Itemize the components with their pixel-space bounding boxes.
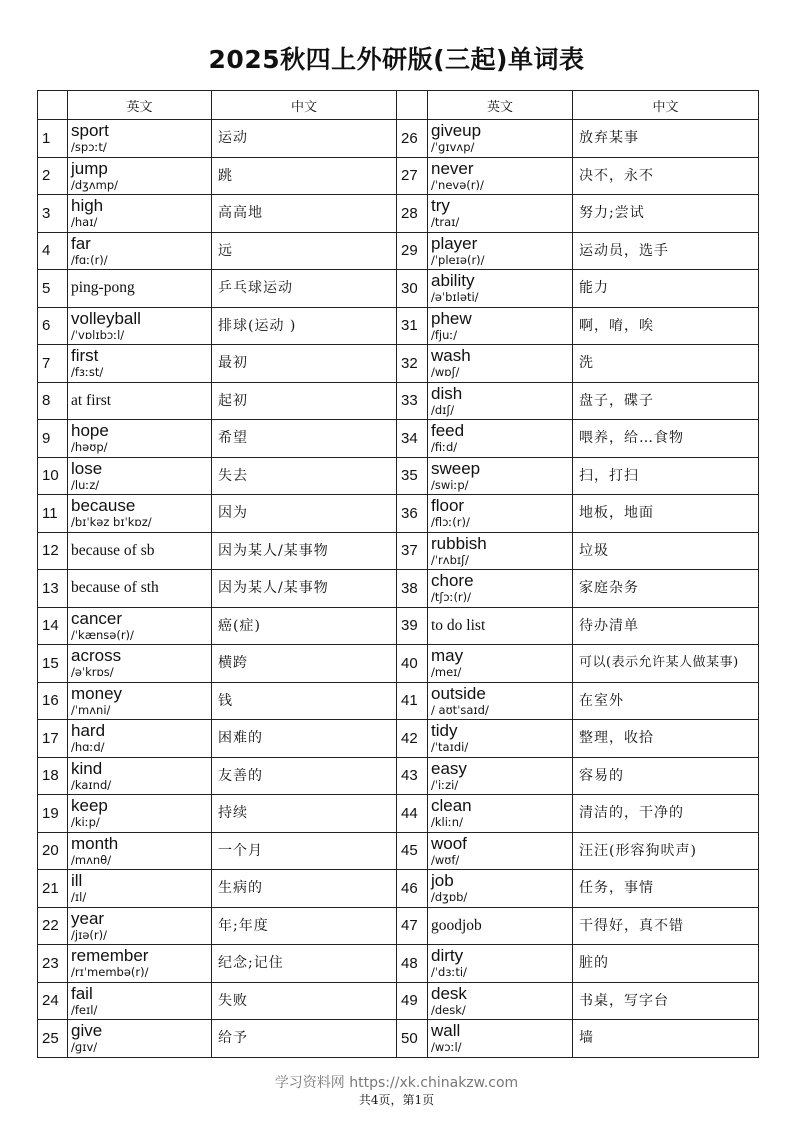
entry-number-right: 45 (397, 832, 428, 870)
entry-word-cell-right (428, 457, 573, 495)
phonetic-transcription: /traɪ/ (431, 215, 460, 230)
entry-number-left: 10 (38, 457, 68, 495)
entry-word-cell-right (428, 682, 573, 720)
entry-word-cell-left (68, 232, 212, 270)
english-word: player (431, 233, 478, 253)
page-number: 共4页，第1页 (358, 1093, 435, 1107)
footer-source: 学习资料网 https://xk.chinakzw.com (274, 1075, 519, 1091)
entry-word-cell-left (68, 270, 212, 308)
english-word: sport (71, 121, 109, 141)
phonetic-transcription: /spɔːt/ (71, 140, 107, 155)
chinese-meaning-left: 友善的 (212, 757, 397, 795)
entry-word-cell-left (68, 682, 212, 720)
english-word: at first (71, 391, 112, 409)
english-word: jump (71, 158, 108, 178)
entry-number-right: 26 (397, 120, 428, 158)
phonetic-transcription: /fjuː/ (431, 327, 458, 342)
phonetic-transcription: /fɜːst/ (71, 365, 104, 380)
phonetic-transcription: /wɔːl/ (431, 1040, 462, 1055)
entry-word-cell-left (68, 345, 212, 383)
entry-word-cell-left (68, 720, 212, 758)
entry-number-right: 49 (397, 982, 428, 1020)
chinese-meaning-right: 运动员，选手 (573, 232, 759, 270)
phonetic-transcription: /ˈpleɪə(r)/ (431, 252, 485, 267)
entry-number-left: 5 (38, 270, 68, 308)
entry-word-cell-right (428, 757, 573, 795)
phonetic-transcription: /dɪʃ/ (431, 402, 455, 417)
english-word: hard (71, 721, 106, 741)
english-word: wash (431, 346, 471, 366)
header-number-left (38, 91, 68, 120)
phonetic-transcription: / aʊtˈsaɪd/ (431, 702, 489, 717)
header-english-right: 英文 (428, 91, 573, 120)
entry-number-right: 42 (397, 720, 428, 758)
table-row (38, 720, 759, 758)
entry-number-right: 46 (397, 870, 428, 908)
entry-number-right: 31 (397, 307, 428, 345)
english-word: chore (431, 571, 474, 591)
phonetic-transcription: /dʒɒb/ (431, 890, 468, 905)
entry-number-right: 39 (397, 607, 428, 645)
table-row (38, 570, 759, 608)
phonetic-transcription: /bɪˈkəz bɪˈkɒz/ (71, 515, 152, 530)
english-word: rubbish (431, 533, 487, 553)
chinese-meaning-right: 在室外 (573, 682, 759, 720)
entry-word-cell-right (428, 270, 573, 308)
chinese-meaning-left: 起初 (212, 382, 397, 420)
english-word: ability (431, 271, 475, 291)
chinese-meaning-right: 可以(表示允许某人做某事) (573, 645, 759, 683)
english-word: give (71, 1021, 103, 1041)
phonetic-transcription: /rɪˈmembə(r)/ (71, 965, 149, 980)
english-word: easy (431, 758, 467, 778)
english-word: because of sth (71, 579, 159, 597)
vocabulary-table (37, 90, 759, 1058)
entry-word-cell-left (68, 495, 212, 533)
entry-word-cell-left (68, 382, 212, 420)
phonetic-transcription: /ˈɡɪvʌp/ (431, 140, 475, 155)
table-row (38, 420, 759, 458)
chinese-meaning-right: 啊，唷，唉 (573, 307, 759, 345)
phonetic-transcription: /luːz/ (71, 477, 100, 492)
entry-number-left: 15 (38, 645, 68, 683)
chinese-meaning-left: 一个月 (212, 832, 397, 870)
phonetic-transcription: /feɪl/ (71, 1002, 98, 1017)
phonetic-transcription: /ˈvɒlɪbɔːl/ (71, 327, 125, 342)
entry-number-right: 41 (397, 682, 428, 720)
entry-number-right: 28 (397, 195, 428, 233)
table-row (38, 832, 759, 870)
table-row (38, 682, 759, 720)
entry-number-left: 3 (38, 195, 68, 233)
english-word: fail (71, 983, 93, 1003)
english-word: hope (71, 421, 109, 441)
chinese-meaning-right: 容易的 (573, 757, 759, 795)
entry-word-cell-right (428, 945, 573, 983)
chinese-meaning-left: 失败 (212, 982, 397, 1020)
english-word: because (71, 496, 136, 516)
entry-word-cell-right (428, 982, 573, 1020)
phonetic-transcription: /ˈrʌbɪʃ/ (431, 552, 469, 567)
table-row (38, 157, 759, 195)
phonetic-transcription: /fɑː(r)/ (71, 252, 108, 267)
entry-word-cell-left (68, 832, 212, 870)
chinese-meaning-right: 盘子，碟子 (573, 382, 759, 420)
entry-word-cell-right (428, 420, 573, 458)
chinese-meaning-right: 放弃某事 (573, 120, 759, 158)
table-row (38, 907, 759, 945)
english-word: across (71, 646, 122, 666)
phonetic-transcription: /fiːd/ (431, 440, 458, 455)
entry-number-right: 40 (397, 645, 428, 683)
table-row (38, 345, 759, 383)
english-word: desk (431, 983, 467, 1003)
phonetic-transcription: /ˈdɜːti/ (431, 965, 467, 980)
entry-number-left: 1 (38, 120, 68, 158)
entry-number-left: 24 (38, 982, 68, 1020)
chinese-meaning-left: 因为 (212, 495, 397, 533)
entry-word-cell-right (428, 720, 573, 758)
english-word: ill (71, 871, 83, 891)
header-number-right (397, 91, 428, 120)
entry-number-left: 6 (38, 307, 68, 345)
chinese-meaning-left: 高高地 (212, 195, 397, 233)
phonetic-transcription: /ɡɪv/ (71, 1040, 98, 1055)
phonetic-transcription: /swiːp/ (431, 477, 469, 492)
table-row (38, 945, 759, 983)
entry-number-right: 43 (397, 757, 428, 795)
chinese-meaning-right: 决不，永不 (573, 157, 759, 195)
entry-word-cell-right (428, 120, 573, 158)
entry-word-cell-left (68, 645, 212, 683)
phonetic-transcription: /wʊf/ (431, 852, 460, 867)
english-word: kind (71, 758, 103, 778)
entry-number-right: 50 (397, 1020, 428, 1058)
entry-word-cell-right (428, 795, 573, 833)
table-row (38, 120, 759, 158)
phonetic-transcription: /həʊp/ (71, 440, 108, 455)
english-word: ping-pong (71, 279, 135, 297)
phonetic-transcription: /əˈkrɒs/ (71, 665, 114, 680)
chinese-meaning-right: 能力 (573, 270, 759, 308)
entry-number-right: 32 (397, 345, 428, 383)
english-word: feed (431, 421, 465, 441)
chinese-meaning-right: 努力;尝试 (573, 195, 759, 233)
chinese-meaning-left: 乒乓球运动 (212, 270, 397, 308)
phonetic-transcription: /əˈbɪləti/ (431, 290, 479, 305)
entry-word-cell-right (428, 832, 573, 870)
entry-number-right: 48 (397, 945, 428, 983)
entry-word-cell-left (68, 607, 212, 645)
english-word: clean (431, 796, 472, 816)
entry-number-right: 35 (397, 457, 428, 495)
phonetic-transcription: /ˈtaɪdi/ (431, 740, 469, 755)
english-word: never (431, 158, 474, 178)
entry-word-cell-right (428, 645, 573, 683)
entry-number-left: 19 (38, 795, 68, 833)
entry-word-cell-left (68, 1020, 212, 1058)
phonetic-transcription: /kiːp/ (71, 815, 100, 830)
chinese-meaning-left: 困难的 (212, 720, 397, 758)
chinese-meaning-right: 地板，地面 (573, 495, 759, 533)
entry-number-left: 25 (38, 1020, 68, 1058)
table-row (38, 270, 759, 308)
english-word: dirty (431, 946, 464, 966)
phonetic-transcription: /hɑːd/ (71, 740, 105, 755)
entry-number-left: 11 (38, 495, 68, 533)
table-row (38, 495, 759, 533)
table-header-row (38, 91, 759, 120)
chinese-meaning-right: 书桌，写字台 (573, 982, 759, 1020)
entry-word-cell-right (428, 195, 573, 233)
entry-word-cell-left (68, 907, 212, 945)
english-word: goodjob (431, 916, 482, 934)
phonetic-transcription: /mʌnθ/ (71, 852, 112, 867)
table-row (38, 645, 759, 683)
english-word: far (71, 233, 91, 253)
entry-word-cell-right (428, 870, 573, 908)
entry-number-left: 14 (38, 607, 68, 645)
entry-number-left: 8 (38, 382, 68, 420)
table-row (38, 307, 759, 345)
entry-number-left: 17 (38, 720, 68, 758)
entry-number-right: 33 (397, 382, 428, 420)
table-row (38, 232, 759, 270)
chinese-meaning-left: 因为某人/某事物 (212, 570, 397, 608)
entry-number-left: 9 (38, 420, 68, 458)
chinese-meaning-right: 汪汪(形容狗吠声) (573, 832, 759, 870)
phonetic-transcription: /tʃɔː(r)/ (431, 590, 472, 605)
chinese-meaning-left: 持续 (212, 795, 397, 833)
chinese-meaning-right: 整理，收拾 (573, 720, 759, 758)
english-word: sweep (431, 458, 481, 478)
entry-number-right: 30 (397, 270, 428, 308)
chinese-meaning-left: 远 (212, 232, 397, 270)
english-word: giveup (431, 121, 482, 141)
chinese-meaning-right: 待办清单 (573, 607, 759, 645)
entry-number-left: 23 (38, 945, 68, 983)
english-word: woof (431, 833, 467, 853)
chinese-meaning-right: 家庭杂务 (573, 570, 759, 608)
entry-word-cell-right (428, 495, 573, 533)
header-chinese-right: 中文 (573, 91, 759, 120)
table-body (38, 120, 759, 1058)
english-word: first (71, 346, 99, 366)
entry-number-right: 36 (397, 495, 428, 533)
english-word: floor (431, 496, 465, 516)
entry-number-right: 38 (397, 570, 428, 608)
entry-number-left: 16 (38, 682, 68, 720)
english-word: outside (431, 683, 486, 703)
chinese-meaning-right: 清洁的，干净的 (573, 795, 759, 833)
chinese-meaning-left: 最初 (212, 345, 397, 383)
entry-word-cell-left (68, 120, 212, 158)
phonetic-transcription: /jɪə(r)/ (71, 927, 107, 942)
chinese-meaning-right: 扫，打扫 (573, 457, 759, 495)
phonetic-transcription: /wɒʃ/ (431, 365, 460, 380)
english-word: because of sb (71, 541, 155, 559)
english-word: volleyball (71, 308, 141, 328)
entry-word-cell-right (428, 532, 573, 570)
entry-word-cell-right (428, 345, 573, 383)
english-word: tidy (431, 721, 458, 741)
entry-word-cell-left (68, 945, 212, 983)
chinese-meaning-left: 生病的 (212, 870, 397, 908)
entry-word-cell-left (68, 795, 212, 833)
table-row (38, 870, 759, 908)
phonetic-transcription: /ˈiːzi/ (431, 777, 459, 792)
entry-word-cell-right (428, 382, 573, 420)
entry-number-left: 7 (38, 345, 68, 383)
phonetic-transcription: /kliːn/ (431, 815, 463, 830)
entry-word-cell-left (68, 757, 212, 795)
entry-number-left: 22 (38, 907, 68, 945)
chinese-meaning-left: 横跨 (212, 645, 397, 683)
page-title: 2025秋四上外研版(三起)单词表 (208, 45, 585, 74)
phonetic-transcription: /haɪ/ (71, 215, 98, 230)
phonetic-transcription: /ɪl/ (71, 890, 87, 905)
english-word: year (71, 908, 105, 928)
chinese-meaning-left: 给予 (212, 1020, 397, 1058)
table-row (38, 795, 759, 833)
entry-word-cell-right (428, 570, 573, 608)
table-row (38, 457, 759, 495)
phonetic-transcription: /ˈkænsə(r)/ (71, 627, 134, 642)
entry-number-right: 34 (397, 420, 428, 458)
entry-word-cell-right (428, 607, 573, 645)
phonetic-transcription: /desk/ (431, 1002, 466, 1017)
phonetic-transcription: /ˈnevə(r)/ (431, 177, 484, 192)
header-chinese-left: 中文 (212, 91, 397, 120)
phonetic-transcription: /dʒʌmp/ (71, 177, 118, 192)
entry-number-right: 27 (397, 157, 428, 195)
entry-word-cell-left (68, 307, 212, 345)
entry-word-cell-right (428, 232, 573, 270)
english-word: try (431, 196, 450, 216)
english-word: lose (71, 458, 103, 478)
table-row (38, 532, 759, 570)
chinese-meaning-left: 钱 (212, 682, 397, 720)
entry-word-cell-right (428, 307, 573, 345)
header-english-left: 英文 (68, 91, 212, 120)
chinese-meaning-right: 脏的 (573, 945, 759, 983)
entry-number-left: 12 (38, 532, 68, 570)
chinese-meaning-right: 任务，事情 (573, 870, 759, 908)
english-word: may (431, 646, 464, 666)
chinese-meaning-left: 运动 (212, 120, 397, 158)
chinese-meaning-left: 因为某人/某事物 (212, 532, 397, 570)
english-word: cancer (71, 608, 123, 628)
chinese-meaning-left: 癌(症) (212, 607, 397, 645)
english-word: job (431, 871, 454, 891)
entry-word-cell-right (428, 1020, 573, 1058)
entry-number-left: 4 (38, 232, 68, 270)
chinese-meaning-right: 干得好，真不错 (573, 907, 759, 945)
entry-word-cell-right (428, 157, 573, 195)
table-row (38, 382, 759, 420)
entry-word-cell-left (68, 457, 212, 495)
english-word: to do list (431, 616, 486, 634)
english-word: wall (431, 1021, 461, 1041)
table-row (38, 607, 759, 645)
entry-number-right: 29 (397, 232, 428, 270)
english-word: money (71, 683, 123, 703)
phonetic-transcription: /ˈmʌni/ (71, 702, 111, 717)
chinese-meaning-right: 喂养，给…食物 (573, 420, 759, 458)
entry-number-left: 20 (38, 832, 68, 870)
chinese-meaning-left: 纪念;记住 (212, 945, 397, 983)
chinese-meaning-right: 洗 (573, 345, 759, 383)
entry-number-left: 18 (38, 757, 68, 795)
entry-number-left: 21 (38, 870, 68, 908)
entry-number-left: 2 (38, 157, 68, 195)
entry-word-cell-left (68, 195, 212, 233)
entry-number-right: 37 (397, 532, 428, 570)
chinese-meaning-right: 垃圾 (573, 532, 759, 570)
entry-word-cell-left (68, 420, 212, 458)
table-row (38, 982, 759, 1020)
chinese-meaning-left: 失去 (212, 457, 397, 495)
entry-word-cell-left (68, 532, 212, 570)
entry-word-cell-left (68, 157, 212, 195)
entry-number-left: 13 (38, 570, 68, 608)
chinese-meaning-left: 希望 (212, 420, 397, 458)
chinese-meaning-right: 墙 (573, 1020, 759, 1058)
table-row (38, 195, 759, 233)
entry-word-cell-left (68, 570, 212, 608)
chinese-meaning-left: 排球(运动 ) (212, 307, 397, 345)
table-row (38, 757, 759, 795)
phonetic-transcription: /flɔː(r)/ (431, 515, 470, 530)
entry-word-cell-left (68, 870, 212, 908)
english-word: remember (71, 946, 149, 966)
phonetic-transcription: /meɪ/ (431, 665, 462, 680)
english-word: high (71, 196, 104, 216)
entry-number-right: 44 (397, 795, 428, 833)
entry-number-right: 47 (397, 907, 428, 945)
english-word: keep (71, 796, 108, 816)
entry-word-cell-right (428, 907, 573, 945)
english-word: phew (431, 308, 472, 328)
english-word: month (71, 833, 119, 853)
chinese-meaning-left: 跳 (212, 157, 397, 195)
table-row (38, 1020, 759, 1058)
english-word: dish (431, 383, 463, 403)
phonetic-transcription: /kaɪnd/ (71, 777, 112, 792)
chinese-meaning-left: 年;年度 (212, 907, 397, 945)
entry-word-cell-left (68, 982, 212, 1020)
